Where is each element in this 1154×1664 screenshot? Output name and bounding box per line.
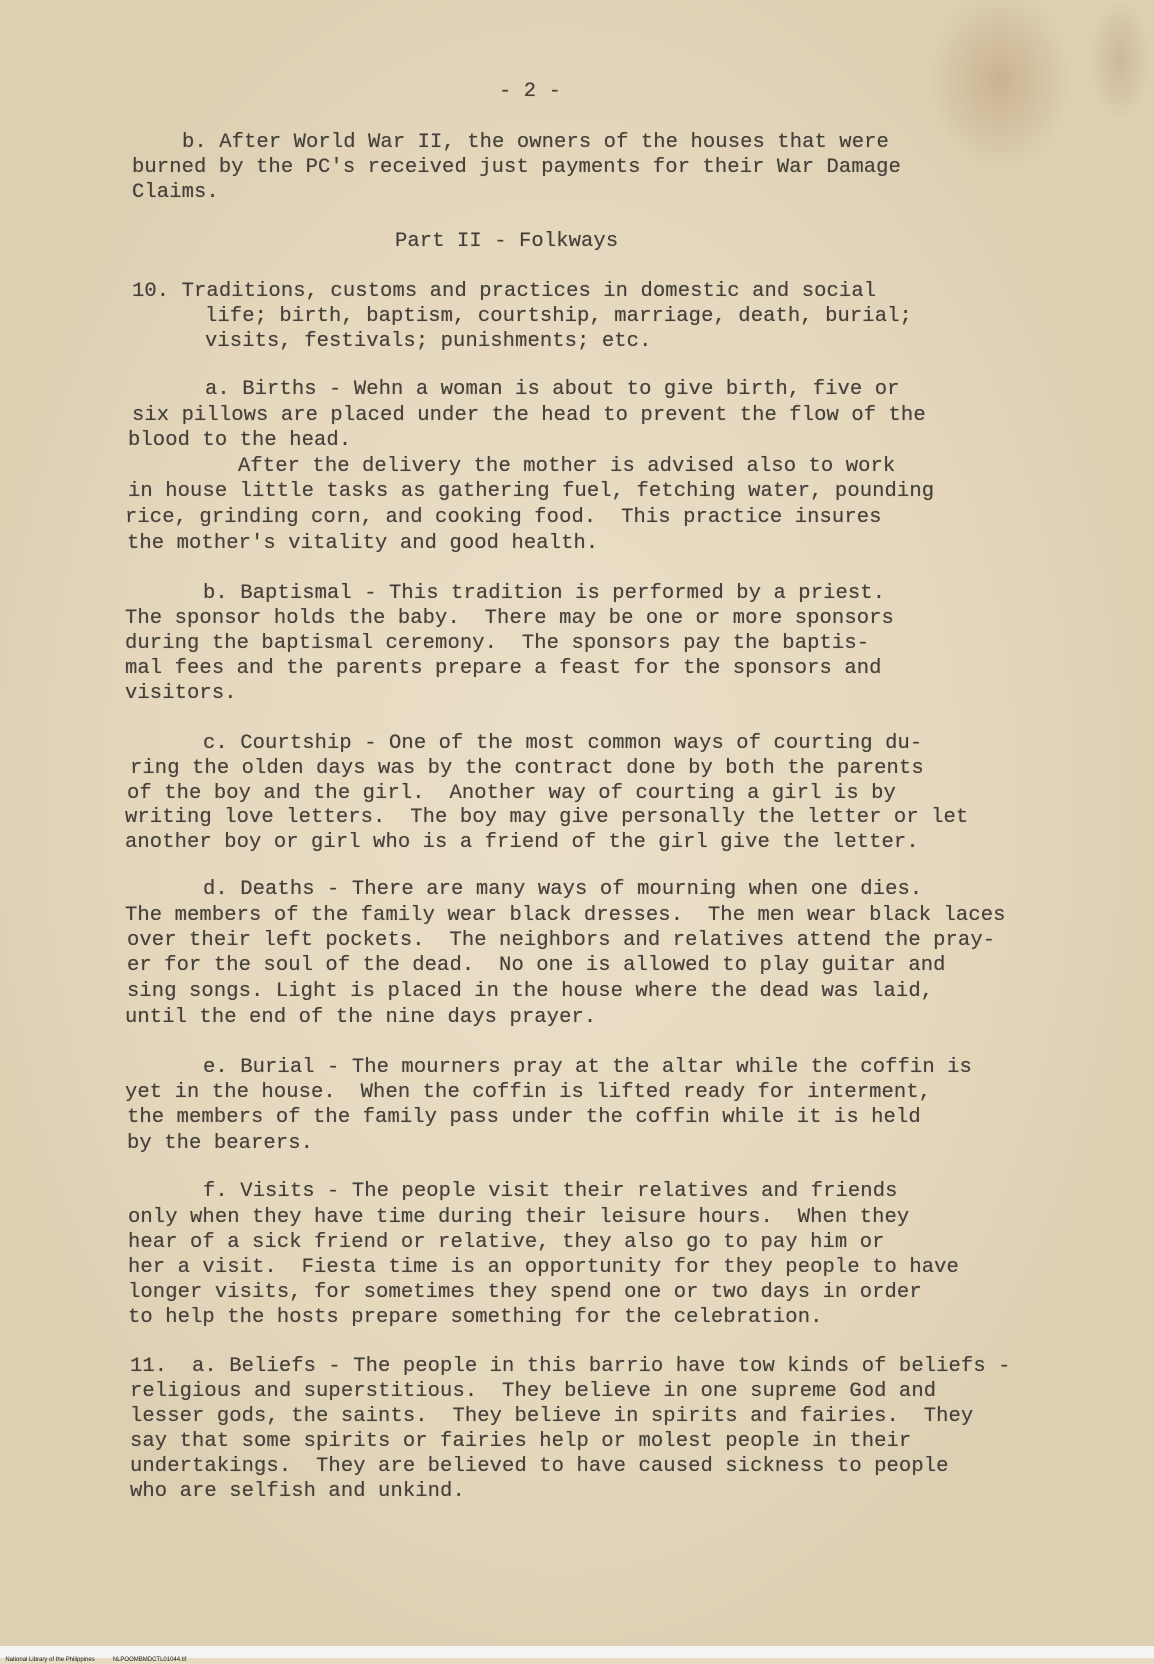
beliefs-line: who are selfish and unkind. — [130, 1480, 465, 1503]
item-10-line: visits, festivals; punishments; etc. — [205, 330, 652, 353]
section-9b-line: burned by the PC's received just payments for their War Damage — [132, 156, 901, 179]
item-10-line: 10. Traditions, customs and practices in domestic and social — [132, 280, 877, 303]
births-line: the mother's vitality and good health. — [127, 532, 599, 555]
visits-line: f. Visits - The people visit their relatives and friends — [203, 1180, 898, 1203]
part-heading: Part II - Folkways — [395, 230, 619, 253]
burial-line: by the bearers. — [127, 1132, 314, 1155]
page-number: - 2 - — [499, 80, 562, 103]
burial-line: the members of the family pass under the coffin while it is held — [127, 1106, 921, 1129]
baptismal-line: during the baptismal ceremony. The sponsors pay the baptis- — [125, 632, 870, 655]
visits-line: longer visits, for sometimes they spend one or two days in order — [128, 1281, 922, 1304]
courtship-line: another boy or girl who is a friend of the girl give the letter. — [125, 831, 919, 854]
courtship-line: of the boy and the girl. Another way of courting a girl is by — [127, 782, 896, 805]
baptismal-line: b. Baptismal - This tradition is performed by a priest. — [203, 582, 886, 605]
item-10-line: life; birth, baptism, courtship, marriage, death, burial; — [205, 305, 912, 328]
deaths-line: The members of the family wear black dresses. The men wear black laces — [125, 904, 1006, 927]
visits-line: to help the hosts prepare something for the celebration. — [128, 1306, 823, 1329]
births-line: six pillows are placed under the head to prevent the flow of the — [132, 404, 926, 427]
beliefs-line: religious and superstitious. They believe in one supreme God and — [130, 1380, 937, 1403]
births-line: blood to the head. — [128, 429, 352, 452]
deaths-line: sing songs. Light is placed in the house where the dead was laid, — [127, 980, 934, 1003]
burial-line: e. Burial - The mourners pray at the altar while the coffin is — [203, 1056, 972, 1079]
deaths-line: until the end of the nine days prayer. — [125, 1006, 597, 1029]
courtship-line: writing love letters. The boy may give personally the letter or let — [125, 806, 969, 829]
footer-library: National Library of the Philippines — [5, 1657, 95, 1663]
beliefs-line: undertakings. They are believed to have caused sickness to people — [130, 1455, 949, 1478]
footer-filename: NLPOOMBMDCTL01044.tif — [112, 1657, 187, 1663]
scan-footer — [2, 1648, 204, 1664]
baptismal-line: mal fees and the parents prepare a feast for the sponsors and — [125, 657, 882, 680]
deaths-line: er for the soul of the dead. No one is allowed to play guitar and — [127, 954, 946, 977]
baptismal-line: The sponsor holds the baby. There may be one or more sponsors — [125, 607, 894, 630]
section-9b-line: Claims. — [132, 181, 219, 204]
births-line: in house little tasks as gathering fuel, fetching water, pounding — [128, 480, 935, 503]
courtship-line: c. Courtship - One of the most common ways of courting du- — [203, 732, 923, 755]
births-line: rice, grinding corn, and cooking food. This practice insures — [125, 506, 882, 529]
deaths-line: over their left pockets. The neighbors and relatives attend the pray- — [127, 929, 996, 952]
beliefs-line: lesser gods, the saints. They believe in spirits and fairies. They — [130, 1405, 974, 1428]
baptismal-line: visitors. — [125, 682, 237, 705]
deaths-line: d. Deaths - There are many ways of mourning when one dies. — [203, 878, 923, 901]
visits-line: only when they have time during their leisure hours. When they — [128, 1206, 910, 1229]
visits-line: hear of a sick friend or relative, they also go to pay him or — [128, 1231, 885, 1254]
courtship-line: ring the olden days was by the contract done by both the parents — [130, 757, 924, 780]
beliefs-line: say that some spirits or fairies help or molest people in their — [130, 1430, 912, 1453]
births-line: After the delivery the mother is advised also to work — [238, 455, 896, 478]
beliefs-line: 11. a. Beliefs - The people in this barrio have tow kinds of beliefs - — [130, 1355, 1011, 1378]
births-line: a. Births - Wehn a woman is about to give birth, five or — [205, 378, 900, 401]
section-9b-line: b. After World War II, the owners of the houses that were — [182, 131, 889, 154]
burial-line: yet in the house. When the coffin is lifted ready for interment, — [125, 1081, 932, 1104]
visits-line: her a visit. Fiesta time is an opportunity for they people to have — [128, 1256, 959, 1279]
